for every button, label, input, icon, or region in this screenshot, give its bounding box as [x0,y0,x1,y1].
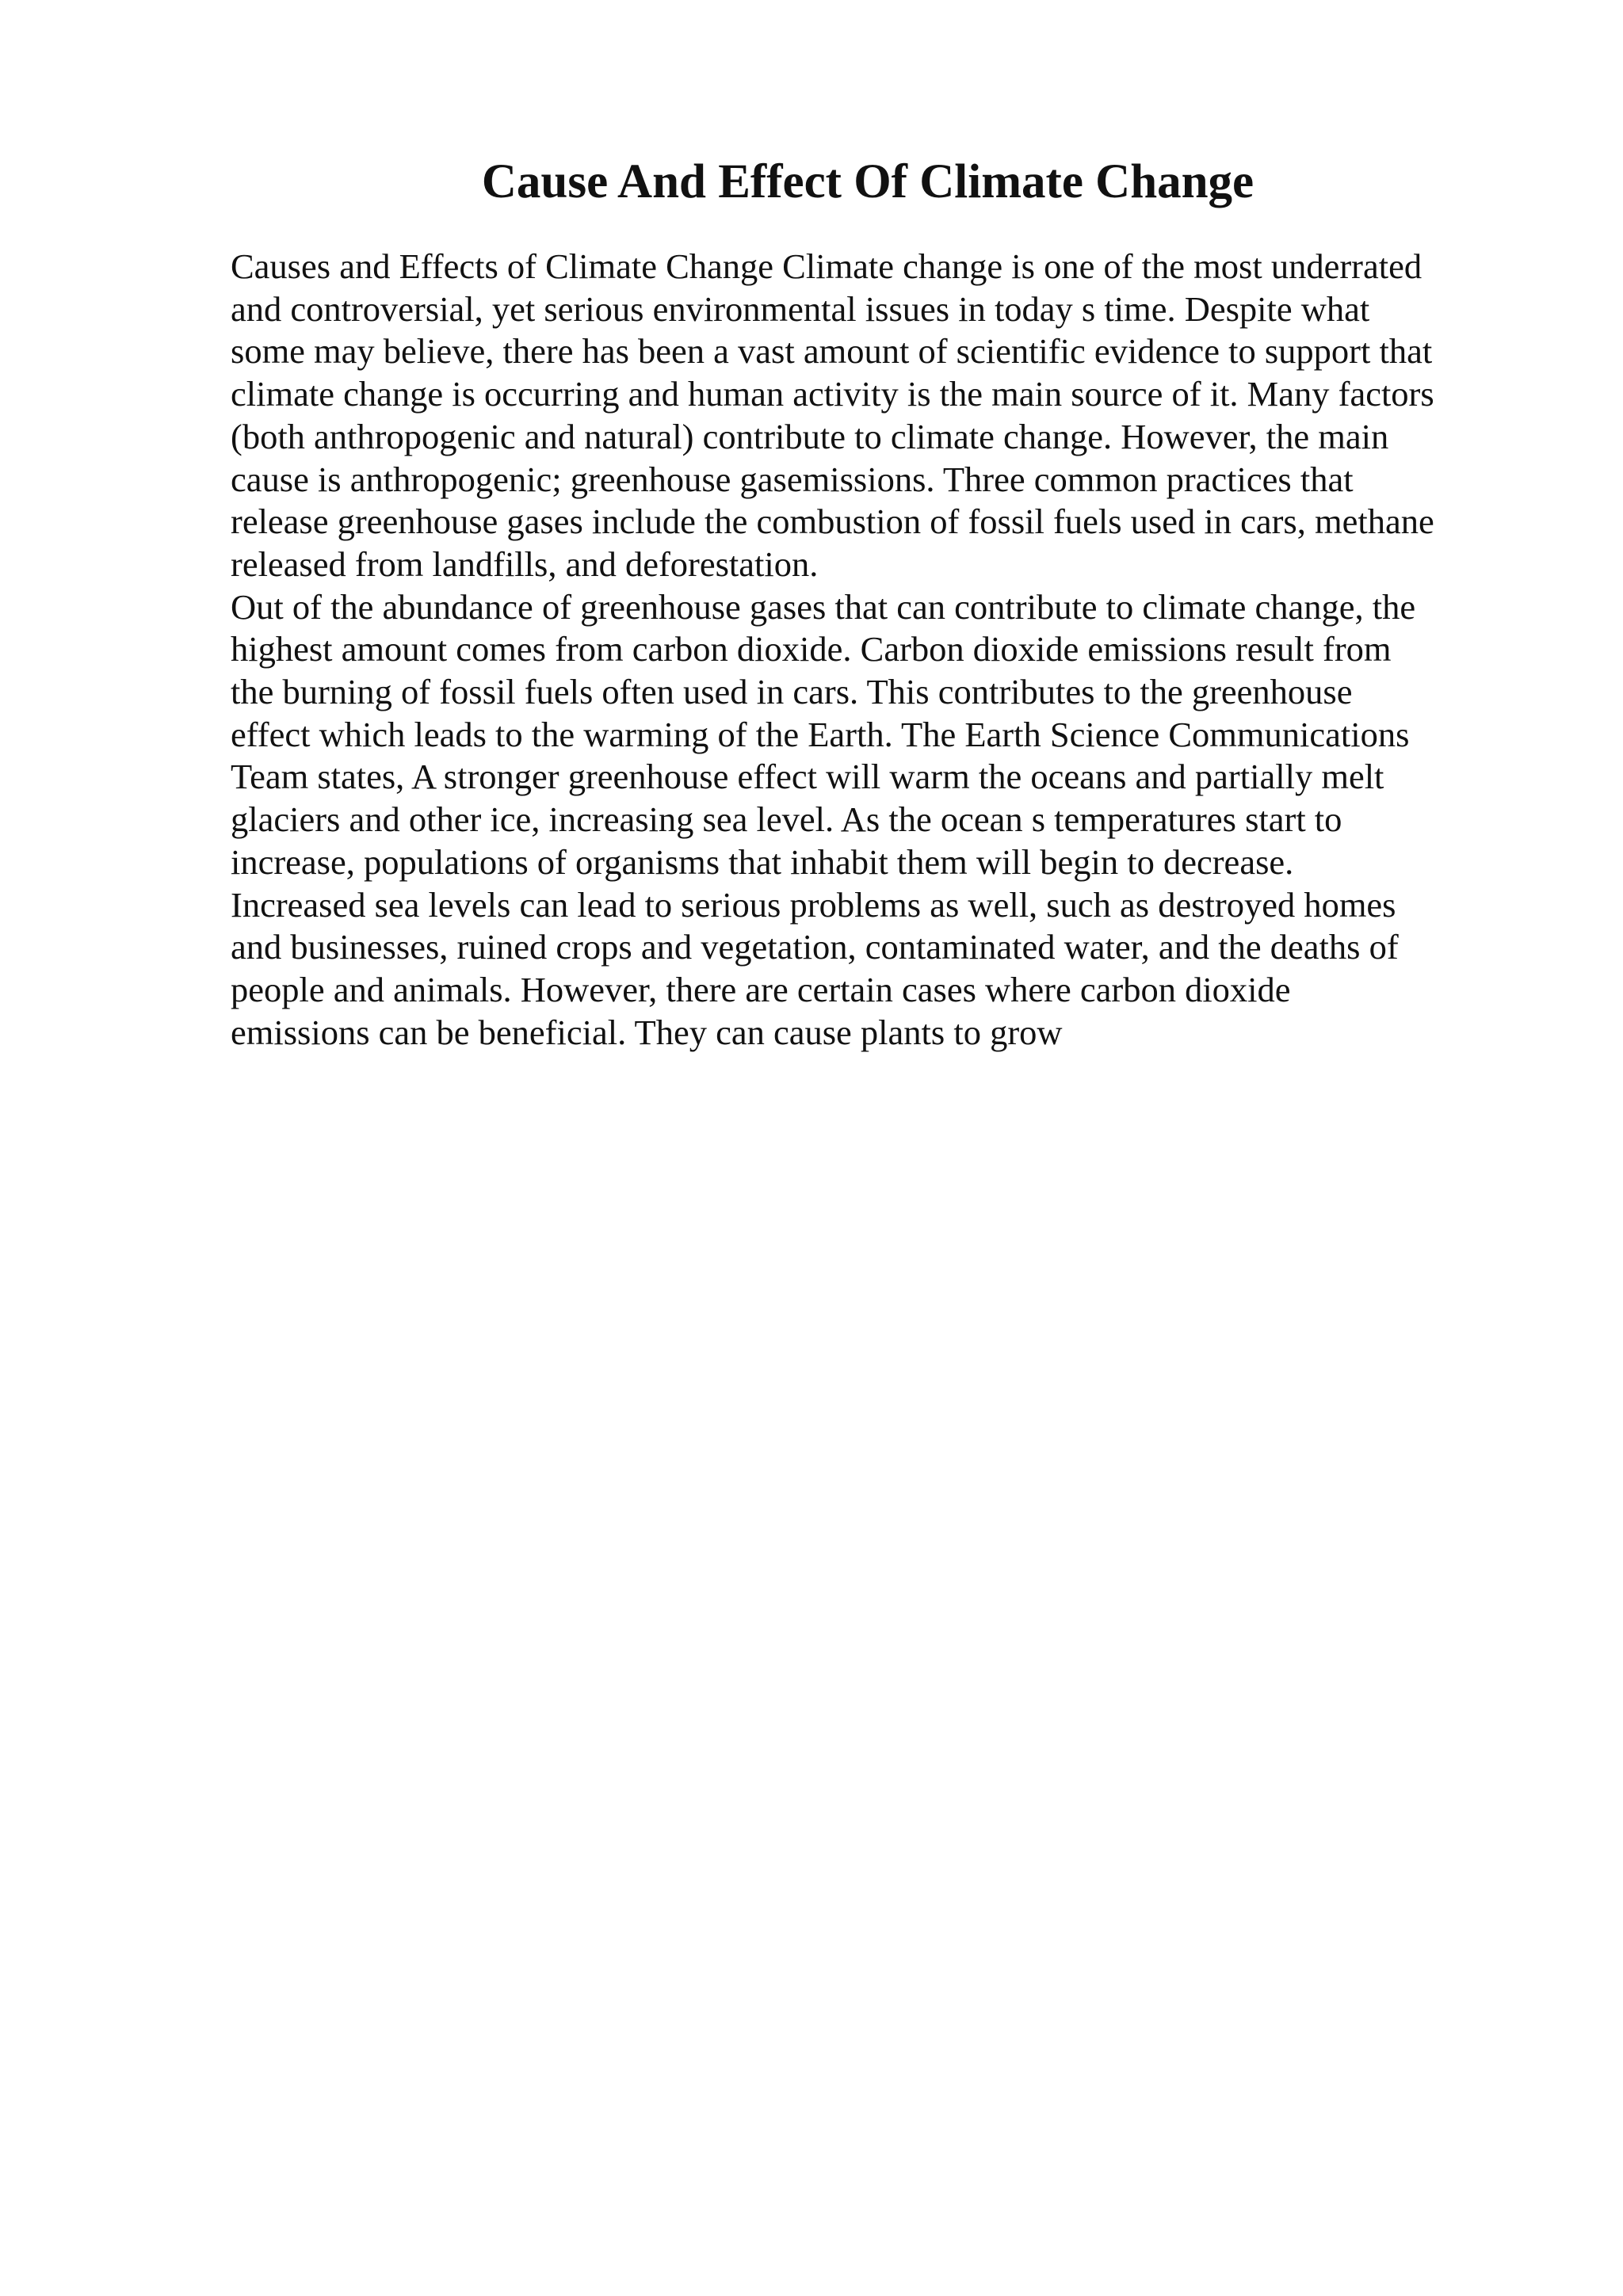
document-title: Cause And Effect Of Climate Change [481,155,1254,208]
paragraph-1 [231,246,1530,586]
text-line: emissions can be beneficial. They can cause plants to grow [231,1012,1063,1052]
text-line: some may believe, there has been a vast amount of scientific evidence to support that [231,331,1433,372]
text-line: cause is anthropogenic; greenhouse gasemissions. Three common practices that [231,459,1354,499]
text-line: release greenhouse gases include the combustion of fossil fuels used in cars, methane [231,502,1434,542]
text-line: and controversial, yet serious environmental issues in today s time. Despite what [231,288,1370,329]
text-line: people and animals. However, there are certain cases where carbon dioxide [231,969,1291,1009]
text-line: increase, populations of organisms that inhabit them will begin to decrease. [231,841,1294,882]
text-line: released from landfills, and deforestation. [231,543,819,584]
text-line: (both anthropogenic and natural) contribute to climate change. However, the main [231,416,1389,456]
text-line: Causes and Effects of Climate Change Climate change is one of the most underrated [231,246,1423,286]
text-line: effect which leads to the warming of the Earth. The Earth Science Communications [231,714,1410,754]
text-line: Out of the abundance of greenhouse gases that can contribute to climate change, the [231,586,1416,627]
text-line: and businesses, ruined crops and vegetation, contaminated water, and the deaths of [231,927,1399,967]
text-line: climate change is occurring and human activity is the main source of it. Many factors [231,374,1434,414]
text-line: the burning of fossil fuels often used in cars. This contributes to the greenhouse [231,672,1353,712]
text-line: Increased sea levels can lead to serious problems as well, such as destroyed homes [231,884,1396,925]
text-line: highest amount comes from carbon dioxide. Carbon dioxide emissions result from [231,629,1392,669]
text-line: glaciers and other ice, increasing sea level. As the ocean s temperatures start to [231,799,1342,840]
paragraph-2 [231,586,1530,1055]
document-body [231,246,1530,1054]
text-line: Team states, A stronger greenhouse effect will warm the oceans and partially melt [231,757,1384,797]
